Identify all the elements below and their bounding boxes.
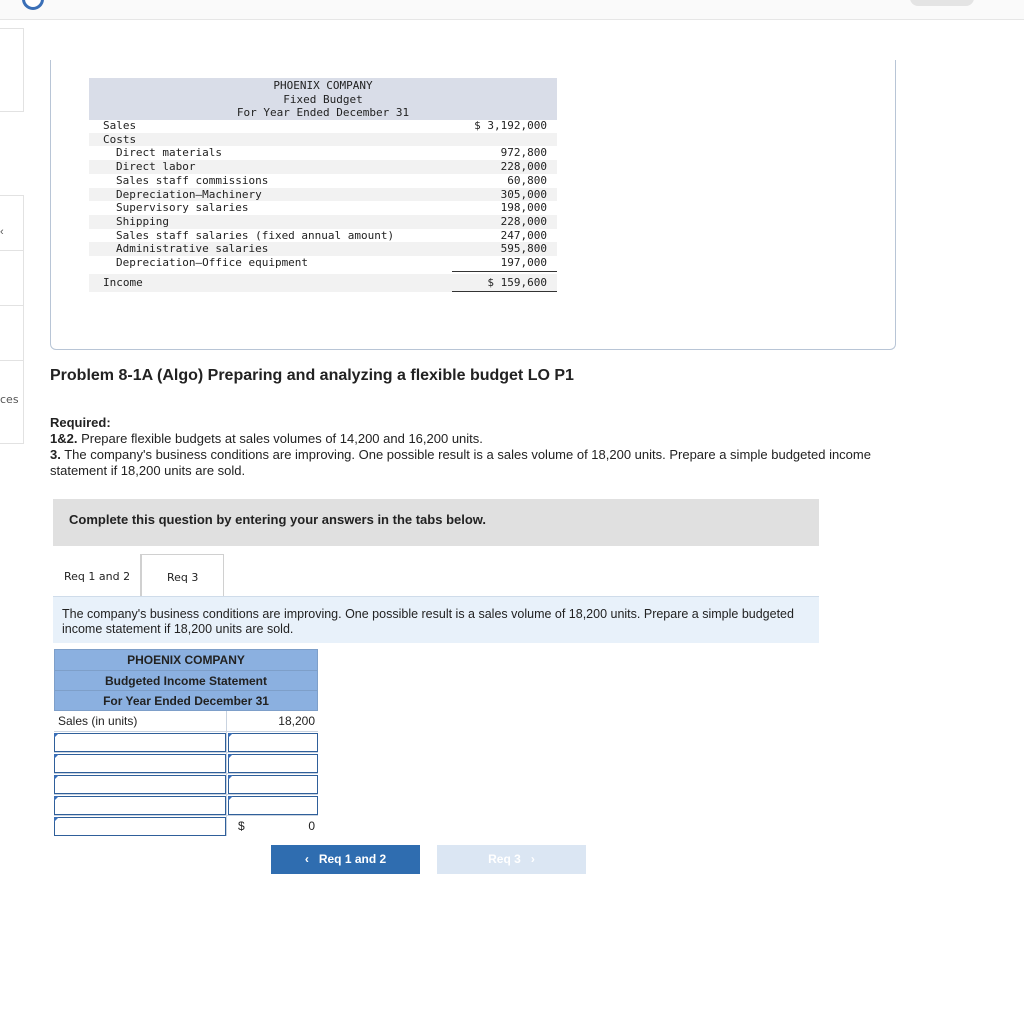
row-value: $ 3,192,000 — [474, 119, 547, 132]
dropdown-flag-icon — [54, 754, 59, 759]
dropdown-flag-icon — [54, 796, 59, 801]
total-underline — [452, 291, 557, 292]
problem-title: Problem 8-1A (Algo) Preparing and analyzing a flexible budget LO P1 — [50, 367, 574, 384]
dropdown-flag-icon — [228, 796, 233, 801]
fixed-budget-row — [89, 188, 557, 202]
row-value: 198,000 — [500, 201, 547, 215]
budgeted-income-statement — [54, 649, 318, 837]
row-value: 595,800 — [500, 242, 547, 256]
required-block — [50, 415, 910, 479]
dropdown-flag-icon — [54, 817, 59, 822]
label-input[interactable] — [54, 817, 226, 836]
instructions-text: Complete this question by entering your answers in the tabs below. — [69, 512, 487, 527]
row-label: Sales staff commissions — [116, 173, 269, 187]
label-input[interactable] — [54, 733, 226, 752]
row-label: Shipping — [116, 214, 169, 228]
fixed-budget-company: PHOENIX COMPANY — [273, 79, 373, 92]
fixed-budget-row — [89, 146, 557, 160]
req-number: 1&2. — [50, 431, 78, 446]
fixed-budget-row — [89, 215, 557, 229]
next-req-label: Req 3 — [488, 852, 521, 866]
row-label: Income — [103, 276, 143, 289]
amount-input-cell[interactable] — [228, 753, 318, 773]
req3-prompt-box — [53, 596, 819, 643]
instructions-box — [53, 499, 819, 546]
chevron-left-icon: ‹ — [304, 852, 309, 866]
fixed-budget-row — [89, 174, 557, 188]
side-panel-tab[interactable] — [0, 195, 24, 251]
tab-label: Req 1 and 2 — [64, 570, 131, 583]
row-value: 60,800 — [507, 173, 547, 187]
fixed-budget-row — [89, 201, 557, 215]
row-value: 228,000 — [500, 160, 547, 174]
fixed-budget-row-income — [89, 274, 557, 292]
amount-input[interactable] — [228, 754, 318, 773]
row-value: $ 159,600 — [487, 276, 547, 289]
chevron-right-icon: › — [530, 852, 535, 866]
fixed-budget-subtitle: Fixed Budget — [283, 92, 363, 106]
side-panel-tab[interactable] — [0, 305, 24, 361]
top-right-button[interactable] — [910, 0, 974, 6]
next-req-button[interactable] — [437, 845, 586, 874]
required-label: Required: — [50, 415, 111, 430]
sidebar-collapse-icon[interactable]: ‹ — [0, 226, 4, 238]
tab-label: Req 3 — [167, 571, 199, 584]
tab-req-3[interactable] — [141, 554, 224, 596]
amount-input-cell[interactable] — [228, 795, 318, 815]
sales-units-value: 18,200 — [278, 713, 315, 728]
total-value: 0 — [308, 818, 315, 833]
req-text: The company's business conditions are improving. One possible result is a sales volume of 18,200 units. Prepare a simple budgeted income statement if 18,200 units are sold. — [50, 447, 871, 478]
req3-prompt-text: The company's business conditions are improving. One possible result is a sales volume of 18,200 units. Prepare a simple budgeted income statement if 18,200 units are sold. — [62, 607, 794, 636]
label-input-cell[interactable] — [54, 816, 227, 836]
total-value-cell — [228, 816, 318, 836]
row-value: 972,800 — [500, 146, 547, 160]
amount-input[interactable] — [228, 796, 318, 815]
fixed-budget-period: For Year Ended December 31 — [236, 106, 410, 119]
prev-req-button[interactable] — [271, 845, 420, 874]
fixed-budget-header — [89, 79, 557, 120]
fixed-budget-row — [89, 229, 557, 243]
top-bar — [0, 0, 1024, 20]
dropdown-flag-icon — [228, 775, 233, 780]
label-input[interactable] — [54, 796, 226, 815]
fixed-budget-row — [89, 256, 557, 270]
sidebar-truncated-label[interactable]: ces — [0, 393, 19, 406]
side-panel-tab[interactable] — [0, 28, 24, 112]
statement-input-row — [54, 774, 318, 795]
row-value: 305,000 — [500, 187, 547, 201]
row-label: Direct labor — [116, 160, 196, 174]
row-label: Sales staff salaries (fixed annual amount) — [116, 228, 395, 242]
dropdown-flag-icon — [228, 733, 233, 738]
row-value: 197,000 — [500, 256, 547, 269]
req-number: 3. — [50, 447, 61, 462]
label-input[interactable] — [54, 754, 226, 773]
statement-input-row — [54, 732, 318, 753]
dropdown-flag-icon — [54, 733, 59, 738]
amount-input-cell[interactable] — [228, 774, 318, 794]
row-label: Sales — [103, 119, 137, 132]
statement-total-row — [54, 816, 318, 837]
amount-input[interactable] — [228, 733, 318, 752]
row-label: Supervisory salaries — [116, 201, 249, 215]
label-input-cell[interactable] — [54, 753, 227, 773]
fixed-budget-row-sales — [89, 119, 557, 133]
amount-input-cell[interactable] — [228, 732, 318, 752]
sales-units-value-cell — [228, 711, 318, 731]
label-input-cell[interactable] — [54, 795, 227, 815]
req-text: Prepare flexible budgets at sales volumes of 14,200 and 16,200 units. — [77, 431, 483, 446]
statement-company: PHOENIX COMPANY — [54, 649, 318, 670]
requirement-1-2 — [50, 431, 910, 447]
fixed-budget-row — [89, 242, 557, 256]
label-input[interactable] — [54, 775, 226, 794]
statement-period: For Year Ended December 31 — [54, 690, 318, 711]
fixed-budget-row — [89, 160, 557, 174]
label-input-cell[interactable] — [54, 774, 227, 794]
row-label: Costs — [103, 132, 137, 146]
tab-req-1-and-2[interactable] — [53, 554, 141, 596]
requirement-3 — [50, 447, 910, 479]
dropdown-flag-icon — [54, 775, 59, 780]
logo-icon — [22, 0, 44, 10]
prev-req-label: Req 1 and 2 — [318, 852, 387, 866]
row-label: Administrative salaries — [116, 242, 269, 256]
currency-symbol: $ — [238, 818, 245, 833]
row-label: Direct materials — [116, 146, 222, 160]
subtotal-line — [452, 271, 557, 272]
row-label: Depreciation—Office equipment — [116, 256, 309, 269]
row-label: Depreciation—Machinery — [116, 187, 262, 201]
statement-title: Budgeted Income Statement — [54, 670, 318, 691]
label-input-cell[interactable] — [54, 732, 227, 752]
statement-input-row — [54, 753, 318, 774]
row-value: 228,000 — [500, 214, 547, 228]
statement-input-row — [54, 795, 318, 816]
dropdown-flag-icon — [228, 754, 233, 759]
sales-units-label-cell — [54, 711, 227, 731]
sales-units-label: Sales (in units) — [58, 713, 138, 728]
row-value: 247,000 — [500, 228, 547, 242]
fixed-budget-row-costs — [89, 133, 557, 147]
side-panel-tab[interactable] — [0, 250, 24, 306]
sales-units-row — [54, 711, 318, 732]
amount-input[interactable] — [228, 775, 318, 794]
